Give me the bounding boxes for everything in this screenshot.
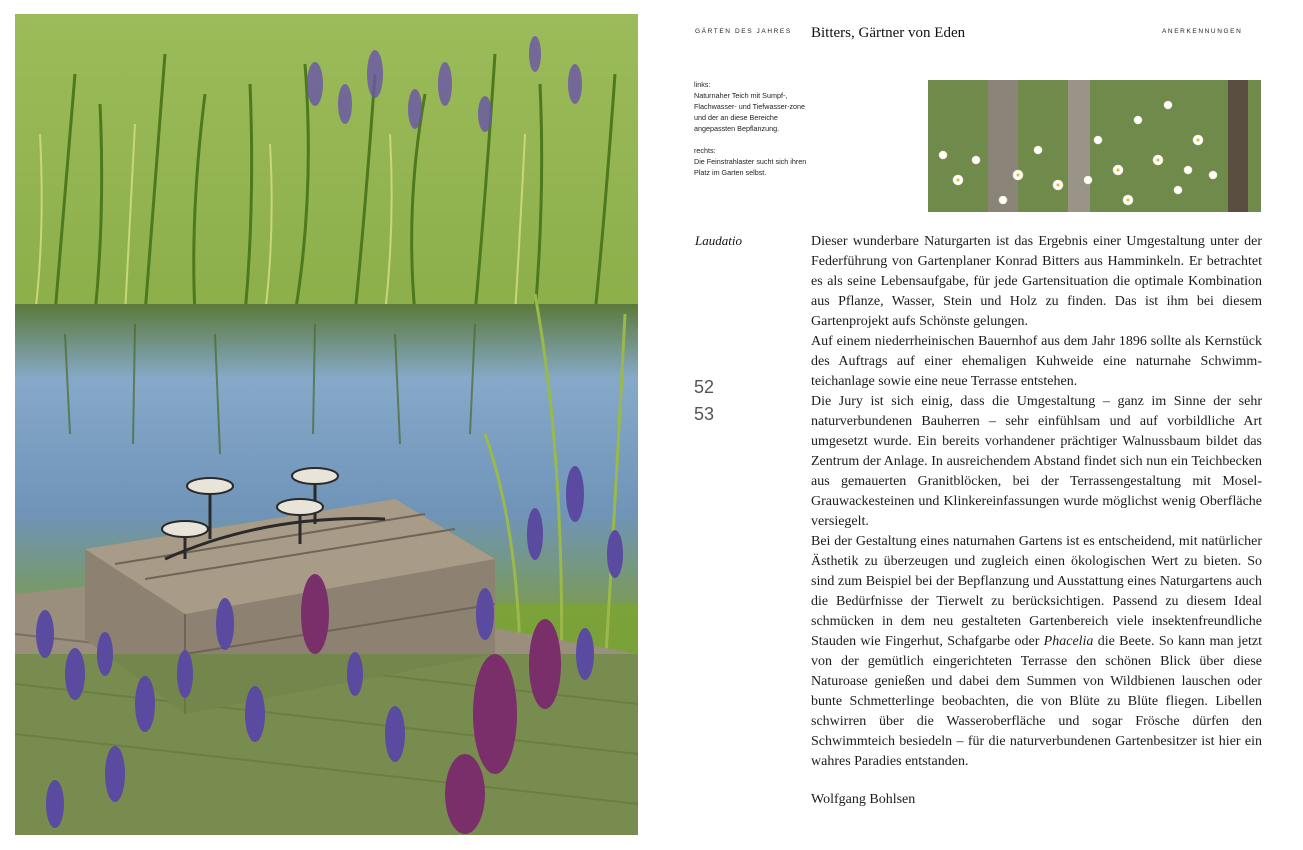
laudatio-body: [811, 232, 1262, 772]
author-name: Wolfgang Bohlsen: [811, 792, 916, 807]
section-label-laudatio: Laudatio: [695, 233, 742, 248]
caption-left: [694, 79, 812, 134]
body-paragraph: Auf einem niederrheinischen Bauernhof aus dem Jahr 1896 sollte als Kernstück des Auftrags auf einer ehemaligen Kuhweide eine naturnahe Schwimmteichanlage sowie eine neue Terrasse entstehen.: [811, 334, 1262, 389]
caption-left-label: links:: [694, 80, 711, 89]
pond-photo: [15, 14, 638, 835]
caption-left-text: Naturnaher Teich mit Sumpf-, Flachwasser- und Tiefwasser-zone und der an diese Bereiche angepassten Bepflanzung.: [694, 91, 806, 133]
page-numbers: [694, 374, 714, 428]
body-text-run: die Beete. So kann man jetzt von der gemütlich eingerichteten Terrasse den schönen Blick über diese Naturoase genießen und dabei dem Summen von Wildbienen lauschen oder bunte Schmetterlinge beobachten, die von Blüte zu Blüte fliegen. Libellen schwirren über die Wasseroberfläche und sogar Frösche dürfen den Schwimmteich besiedeln – für die naturverbundenen Gartenbesitzer ist hier ein wahres Paradies entstanden.: [811, 634, 1262, 769]
caption-right: [694, 145, 812, 178]
page-title: Bitters, Gärtner von Eden: [811, 25, 966, 41]
body-paragraph: Die Jury ist sich einig, dass die Umgestaltung – ganz im Sinne der sehr naturverbundenen Bauherren – sehr einfühlsam und auf vorbildliche Art umgesetzt wurde. Ein bereits vorhandener prächtiger Walnussbaum bildet das Zentrum der Anlage. In ausreichendem Abstand findet sich nun ein Teichbecken aus gemauerten Granitblöcken, bei der Terrassengestaltung mit Mosel-Grauwackesteinen und Klinkereinfassungen wurde möglichst wenig Oberfläche versiegelt.: [811, 394, 1262, 529]
body-paragraph: Dieser wunderbare Naturgarten ist das Ergebnis einer Umgestaltung unter der Federführung von Gartenplaner Konrad Bitters aus Hamminkeln. Er betrachtet es als seine Lebensaufgabe, für jede Gartensituation die optimale Kombination aus Pflanze, Wasser, Stein und Holz zu finden. Das ist ihm bei diesem Gartenprojekt aufs Schönste gelungen.: [811, 234, 1262, 329]
pond-illustration: [15, 14, 638, 835]
caption-right-label: rechts:: [694, 146, 716, 155]
aster-illustration: [928, 80, 1261, 212]
plant-name-italic: Phacelia: [1043, 634, 1094, 649]
page-number-right: 53: [694, 404, 715, 424]
body-text-run: Bei der Gestaltung eines naturnahen Gartens ist es entscheidend, mit natürlicher Ästhetik zu überzeugen und zugleich einen ökologischen Wert zu bieten. So sind zum Beispiel bei der Bepflanzung und Ausstattung eines Naturgartens auch die Bedürfnisse der Tierwelt zu berücksichtigen. Passend zu diesem Ideal schmücken in dem neu gestalteten Gartenbereich viele insektenfreundliche Stauden wie Fingerhut, Schafgarbe oder: [811, 534, 1262, 649]
running-header-left: GÄRTEN DES JAHRES: [695, 28, 792, 35]
body-paragraph: [811, 532, 1262, 772]
photo-captions: [694, 79, 812, 189]
running-header-right: ANERKENNUNGEN: [1162, 28, 1243, 35]
aster-photo: [928, 80, 1261, 212]
caption-right-text: Die Feinstrahlaster sucht sich ihren Platz im Garten selbst.: [694, 157, 807, 177]
page-number-left: 52: [694, 377, 715, 397]
